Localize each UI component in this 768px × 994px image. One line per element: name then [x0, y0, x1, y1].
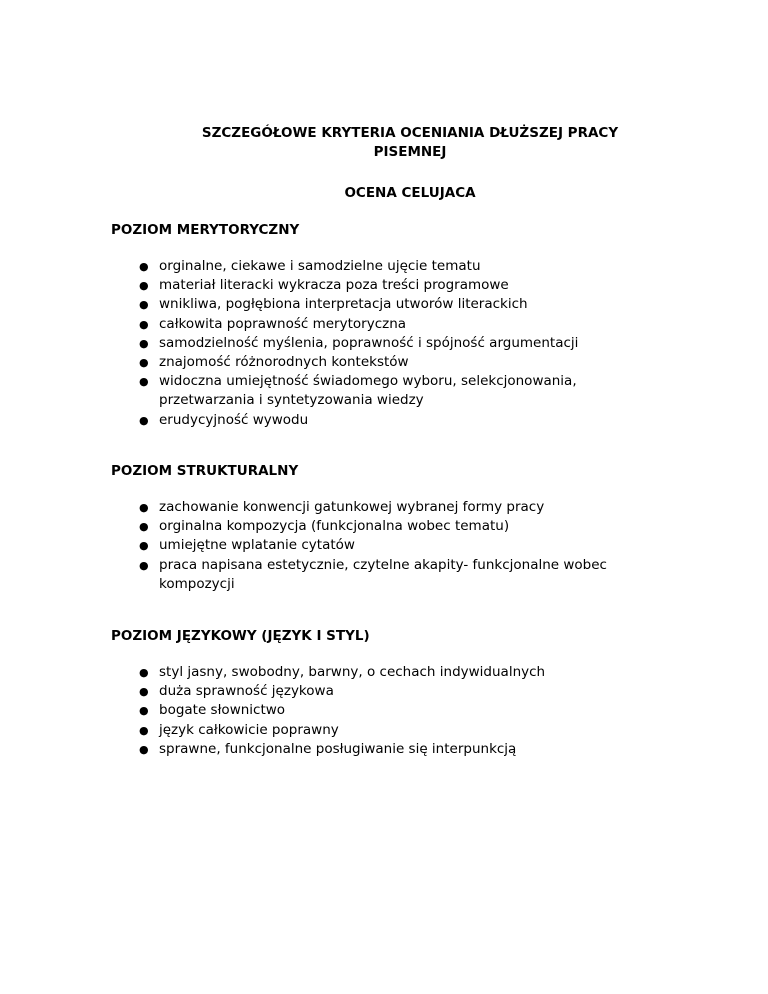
list-item-text: materiał literacki wykracza poza treści programowe [159, 277, 509, 294]
bullet-icon: ● [139, 260, 149, 273]
list-item [111, 701, 671, 720]
list-item [111, 536, 671, 555]
bullet-icon: ● [139, 723, 149, 737]
document-title-line-1: SZCZEGÓŁOWE KRYTERIA OCENIANIA DŁUŻSZEJ PRACY [201, 125, 619, 141]
list-item [111, 276, 671, 295]
bullet-icon: ● [139, 520, 149, 534]
document-title [110, 124, 710, 162]
list-item [111, 721, 671, 740]
list-item [111, 315, 671, 334]
bullet-icon: ● [139, 413, 149, 427]
list-item-text: bogate słownictwo [159, 702, 286, 719]
list-item-text: zachowanie konwencji gatunkowej wybranej formy pracy [159, 499, 545, 515]
bullet-icon: ● [139, 317, 149, 331]
list-item [111, 740, 671, 759]
list-item [111, 295, 671, 314]
bullet-icon: ● [139, 539, 149, 553]
list-item [111, 334, 671, 353]
list-item-text: duża sprawność językowa [159, 683, 334, 700]
bullet-icon: ● [139, 279, 149, 293]
list-item-text: umiejętne wplatanie cytatów [159, 537, 355, 554]
list-item-text: wnikliwa, pogłębiona interpretacja utworów literackich [159, 296, 528, 313]
list-item [111, 517, 671, 536]
section-merytoryczny [111, 221, 671, 430]
section-heading: POZIOM JĘZYKOWY (JĘZYK I STYL) [111, 628, 370, 644]
list-item-text: sprawne, funkcjonalne posługiwanie się interpunkcją [159, 740, 517, 757]
bullet-icon: ● [139, 742, 149, 756]
grade-heading: OCENA CELUJACA [344, 185, 476, 201]
list-item-text: praca napisana estetycznie, czytelne akapity- funkcjonalne wobec kompozycji [159, 556, 607, 592]
bullet-icon: ● [139, 375, 149, 389]
list-item-text: widoczna umiejętność świadomego wyboru, selekcjonowania, przetwarzania i syntetyzowania wiedzy [159, 373, 577, 409]
bullet-icon: ● [139, 685, 149, 699]
bullet-icon: ● [139, 501, 149, 514]
bullet-icon: ● [139, 666, 149, 679]
list-item [111, 353, 671, 372]
list-item [111, 682, 671, 701]
list-item [111, 411, 671, 430]
section-jezykowy [111, 627, 671, 759]
list-item-text: orginalna kompozycja (funkcjonalna wobec tematu) [159, 518, 510, 535]
list-item-text: znajomość różnorodnych kontekstów [159, 354, 409, 371]
list-item-text: język całkowicie poprawny [159, 721, 339, 738]
list-item [111, 372, 671, 410]
document-title-line-2: PISEMNEJ [373, 144, 447, 160]
criteria-list [111, 498, 671, 594]
list-item [111, 257, 671, 276]
list-item [111, 663, 671, 682]
list-item-text: erudycyjność wywodu [159, 411, 309, 428]
list-item-text: styl jasny, swobodny, barwny, o cechach indywidualnych [159, 664, 546, 680]
bullet-icon: ● [139, 558, 149, 572]
list-item-text: całkowita poprawność merytoryczna [159, 315, 407, 332]
list-item-text: orginalne, ciekawe i samodzielne ujęcie tematu [159, 258, 481, 274]
bullet-icon: ● [139, 298, 149, 312]
section-heading: POZIOM MERYTORYCZNY [111, 222, 300, 238]
list-item [111, 498, 671, 517]
list-item-text: samodzielność myślenia, poprawność i spójność argumentacji [159, 334, 579, 351]
bullet-icon: ● [139, 336, 149, 350]
section-strukturalny [111, 462, 671, 594]
criteria-list [111, 257, 671, 430]
criteria-list [111, 663, 671, 759]
bullet-icon: ● [139, 704, 149, 718]
section-heading: POZIOM STRUKTURALNY [111, 463, 299, 479]
list-item [111, 556, 671, 594]
bullet-icon: ● [139, 356, 149, 370]
